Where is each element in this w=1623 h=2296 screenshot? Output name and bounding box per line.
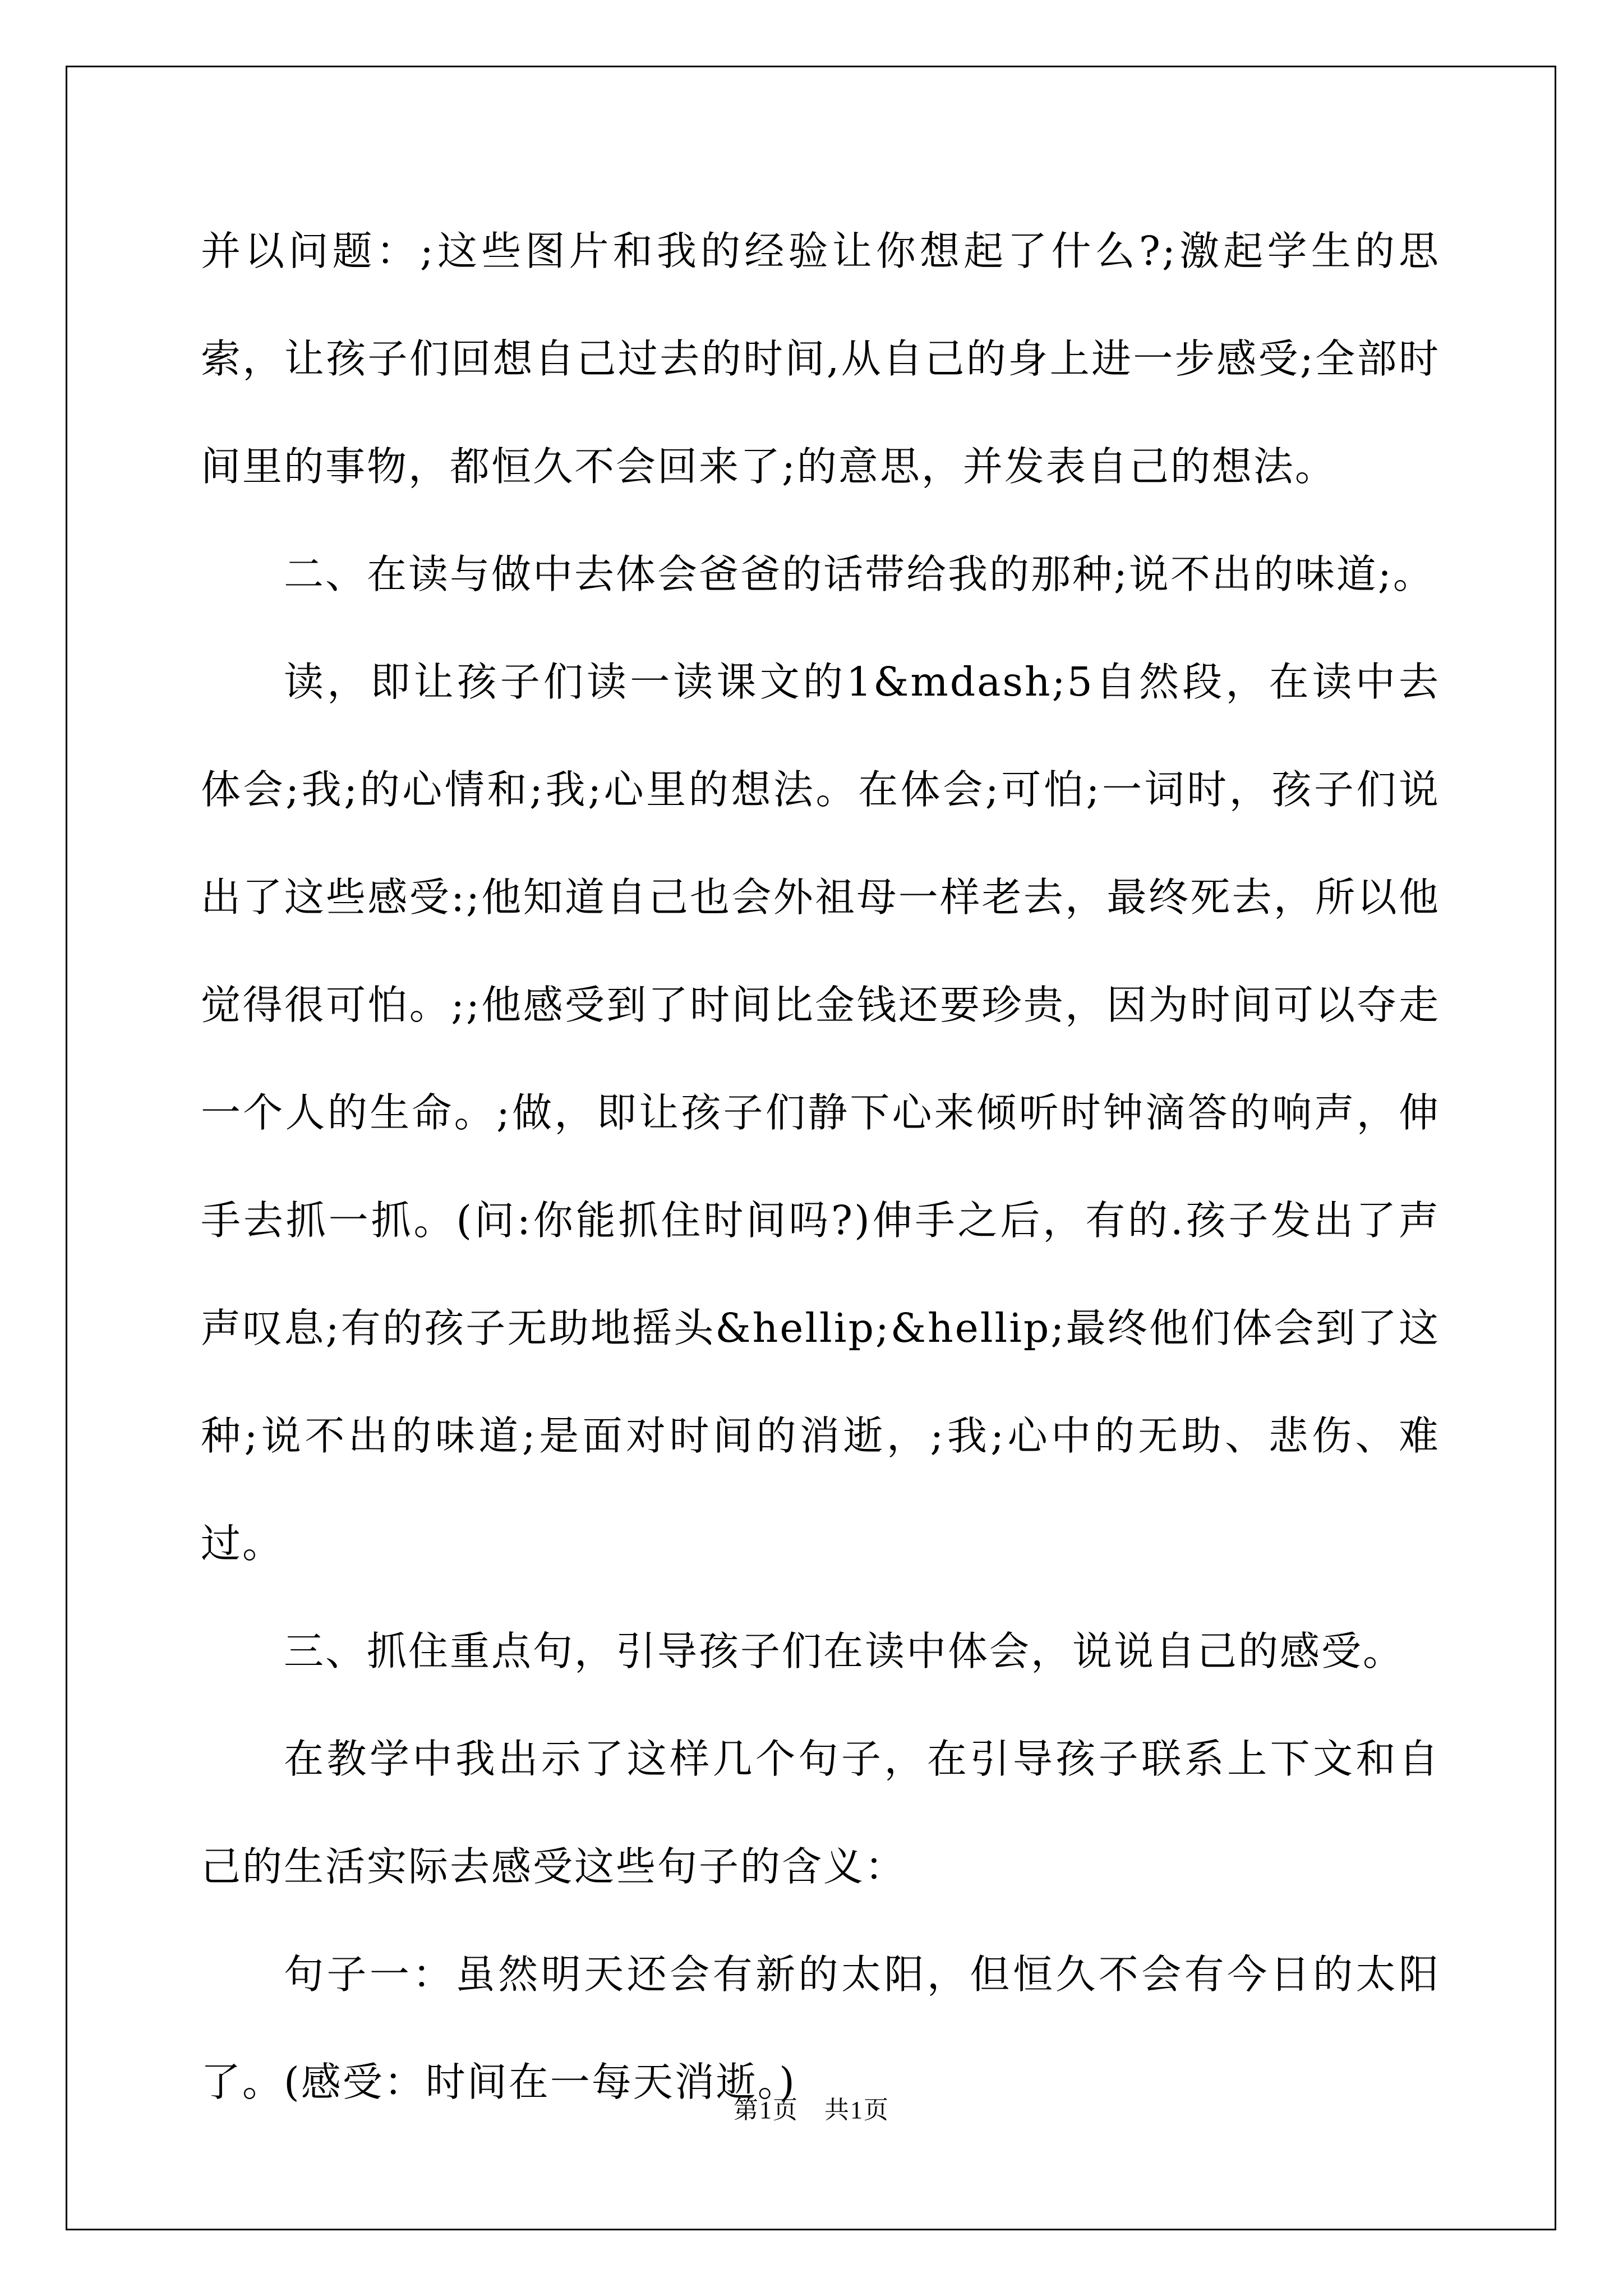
paragraph-5: 在教学中我出示了这样几个句子，在引导孩子联系上下文和自己的生活实际去感受这些句子的含义： <box>201 1736 1440 1890</box>
paragraph-6: 句子一：虽然明天还会有新的太阳，但恒久不会有今日的太阳了。(感受：时间在一每天消逝。) <box>201 1951 1440 2105</box>
paragraph-4-heading: 三、抓住重点句，引导孩子们在读中体会，说说自己的感受。 <box>284 1628 1405 1674</box>
document-body <box>201 197 1440 2136</box>
paragraph-1: 并以问题：;这些图片和我的经验让你想起了什么?;激起学生的思索，让孩子们回想自己过去的时间,从自己的身上进一步感受;全部时间里的事物，都恒久不会回来了;的意思，并发表自己的想法。 <box>201 228 1440 490</box>
page-number-footer: 第1页 共1页 <box>734 2096 889 2124</box>
paragraph-2-heading: 二、在读与做中去体会爸爸的话带给我的那种;说不出的味道;。 <box>284 551 1435 597</box>
paragraph-3: 读，即让孩子们读一读课文的1&mdash;5自然段，在读中去体会;我;的心情和;我;心里的想法。在体会;可怕;一词时，孩子们说出了这些感受:;他知道自己也会外祖母一样老去，最终死去，所以他觉得很可怕。;;他感受到了时间比金钱还要珍贵，因为时间可以夺走一个人的生命。;做，即让孩子们静下心来倾听时钟滴答的响声，伸手去抓一抓。(问:你能抓住时间吗?)伸手之后，有的.孩子发出了声声叹息;有的孩子无助地摇头&hellip;&hellip;最终他们体会到了这种;说不出的味道;是面对时间的消逝，;我;心中的无助、悲伤、难过。 <box>201 659 1440 1567</box>
